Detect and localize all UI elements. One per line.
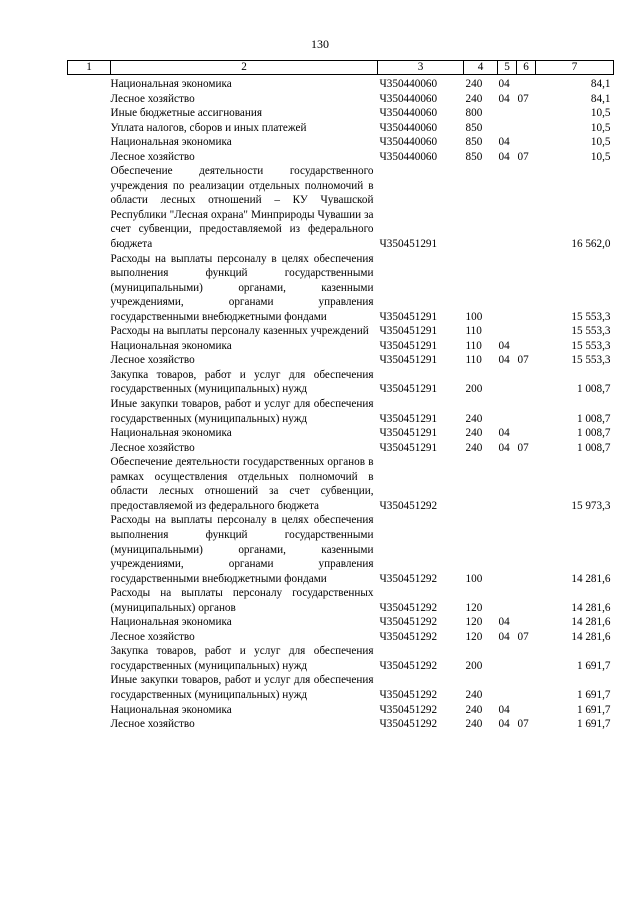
expense-group-cell: 120 — [465, 601, 483, 614]
row-number-cell — [68, 92, 111, 107]
target-article-cell: Ч350440060 — [379, 121, 438, 134]
row-number-cell — [68, 586, 111, 615]
expense-group-cell: 120 — [465, 630, 483, 643]
target-article-cell: Ч350451291 — [379, 339, 438, 352]
row-number-cell — [68, 397, 111, 426]
table-row — [68, 644, 614, 673]
subsection-cell — [517, 703, 536, 718]
table-row — [68, 150, 614, 165]
row-name-cell: Лесное хозяйство — [110, 92, 195, 105]
subsection-cell — [517, 135, 536, 150]
table-row — [68, 92, 614, 107]
table-row — [68, 513, 614, 586]
amount-cell: 15 553,3 — [571, 325, 611, 338]
amount-cell: 1 008,7 — [576, 427, 611, 440]
subsection-cell: 07 — [517, 441, 529, 454]
header-col-1: 1 — [68, 61, 111, 75]
table-row — [68, 455, 614, 513]
row-number-cell — [68, 717, 111, 732]
section-cell: 04 — [498, 150, 510, 163]
amount-cell: 1 691,7 — [576, 688, 611, 701]
row-name-cell: Закупка товаров, работ и услуг для обеспечения государственных (муниципальных) нужд — [110, 368, 374, 396]
table-row — [68, 121, 614, 136]
section-cell — [498, 673, 517, 702]
subsection-cell — [517, 324, 536, 339]
row-name-cell: Лесное хозяйство — [110, 718, 195, 731]
target-article-cell: Ч350451291 — [379, 441, 438, 454]
row-name-cell: Национальная экономика — [110, 339, 232, 352]
row-name-cell: Национальная экономика — [110, 78, 232, 90]
target-article-cell: Ч350451292 — [379, 499, 438, 512]
expense-group-cell: 800 — [465, 107, 483, 120]
amount-cell: 1 691,7 — [576, 659, 611, 672]
expense-group-cell — [464, 455, 498, 513]
amount-cell: 10,5 — [590, 150, 611, 163]
target-article-cell: Ч350440060 — [379, 78, 438, 90]
row-number-cell — [68, 455, 111, 513]
target-article-cell: Ч350451291 — [379, 310, 438, 323]
amount-cell: 10,5 — [590, 107, 611, 120]
table-row — [68, 368, 614, 397]
table-row — [68, 339, 614, 354]
table-row — [68, 324, 614, 339]
table-row — [68, 426, 614, 441]
table-row — [68, 252, 614, 325]
row-name-cell: Иные бюджетные ассигнования — [110, 107, 262, 120]
subsection-cell — [517, 644, 536, 673]
row-number-cell — [68, 324, 111, 339]
row-number-cell — [68, 353, 111, 368]
target-article-cell: Ч350440060 — [379, 92, 438, 105]
target-article-cell: Ч350451292 — [379, 572, 438, 585]
section-cell: 04 — [498, 441, 510, 454]
table-row — [68, 135, 614, 150]
header-col-6: 6 — [517, 61, 536, 75]
row-number-cell — [68, 164, 111, 251]
page-number: 130 — [311, 37, 329, 51]
expense-group-cell: 100 — [465, 310, 483, 323]
row-name-cell: Национальная экономика — [110, 136, 232, 149]
header-row — [68, 61, 614, 75]
section-cell — [498, 252, 517, 325]
row-name-cell: Расходы на выплаты персоналу казенных учреждений — [110, 325, 369, 338]
subsection-cell — [517, 75, 536, 92]
amount-cell: 15 553,3 — [571, 339, 611, 352]
header-col-3: 3 — [378, 61, 464, 75]
section-cell — [498, 586, 517, 615]
target-article-cell: Ч350451291 — [379, 325, 438, 338]
expense-group-cell: 240 — [465, 688, 483, 701]
row-number-cell — [68, 644, 111, 673]
target-article-cell: Ч350451291 — [379, 427, 438, 440]
budget-table — [67, 60, 614, 732]
target-article-cell: Ч350451292 — [379, 616, 438, 629]
subsection-cell — [517, 252, 536, 325]
subsection-cell — [517, 368, 536, 397]
section-cell — [498, 397, 517, 426]
table-row — [68, 353, 614, 368]
section-cell: 04 — [498, 630, 510, 643]
amount-cell: 14 281,6 — [571, 572, 611, 585]
row-name-cell: Уплата налогов, сборов и иных платежей — [110, 121, 307, 134]
row-name-cell: Закупка товаров, работ и услуг для обеспечения государственных (муниципальных) нужд — [110, 645, 374, 672]
amount-cell: 16 562,0 — [571, 238, 611, 251]
section-cell: 04 — [498, 78, 510, 90]
row-number-cell — [68, 426, 111, 441]
subsection-cell: 07 — [517, 92, 529, 105]
row-name-cell: Обеспечение деятельности государственных органов в рамках осуществления отдельных полномочий в области лесных отношений за счет субвенции, предоставляемой из федерального бюджета — [110, 456, 374, 512]
row-number-cell — [68, 252, 111, 325]
table-row — [68, 703, 614, 718]
table-row — [68, 586, 614, 615]
target-article-cell: Ч350451291 — [379, 238, 438, 251]
expense-group-cell: 240 — [465, 427, 483, 440]
subsection-cell: 07 — [517, 630, 529, 643]
expense-group-cell: 240 — [465, 441, 483, 454]
row-name-cell: Национальная экономика — [110, 427, 232, 440]
amount-cell: 84,1 — [590, 92, 611, 105]
amount-cell: 14 281,6 — [571, 601, 611, 614]
row-number-cell — [68, 368, 111, 397]
row-number-cell — [68, 673, 111, 702]
row-number-cell — [68, 106, 111, 121]
amount-cell: 10,5 — [590, 136, 611, 149]
header-col-7: 7 — [536, 61, 614, 75]
expense-group-cell: 200 — [465, 383, 483, 396]
section-cell — [498, 644, 517, 673]
expense-group-cell: 100 — [465, 572, 483, 585]
row-number-cell — [68, 703, 111, 718]
section-cell: 04 — [498, 616, 510, 629]
section-cell: 04 — [498, 718, 510, 731]
target-article-cell: Ч350451291 — [379, 412, 438, 425]
section-cell — [498, 455, 517, 513]
subsection-cell — [517, 455, 536, 513]
expense-group-cell: 850 — [465, 150, 483, 163]
table-row — [68, 673, 614, 702]
table-row — [68, 717, 614, 732]
row-name-cell: Лесное хозяйство — [110, 630, 195, 643]
row-name-cell: Лесное хозяйство — [110, 354, 195, 367]
subsection-cell: 07 — [517, 354, 529, 367]
subsection-cell — [517, 673, 536, 702]
row-name-cell: Национальная экономика — [110, 703, 232, 716]
subsection-cell: 07 — [517, 718, 529, 731]
row-name-cell: Расходы на выплаты персоналу государственных (муниципальных) органов — [110, 587, 374, 614]
subsection-cell — [517, 426, 536, 441]
section-cell: 04 — [498, 136, 510, 149]
target-article-cell: Ч350451291 — [379, 383, 438, 396]
subsection-cell — [517, 339, 536, 354]
table-row — [68, 441, 614, 456]
amount-cell: 84,1 — [590, 78, 611, 90]
subsection-cell: 07 — [517, 150, 529, 163]
expense-group-cell: 110 — [465, 339, 482, 352]
subsection-cell — [517, 397, 536, 426]
table-row — [68, 106, 614, 121]
amount-cell: 10,5 — [590, 121, 611, 134]
expense-group-cell: 200 — [465, 659, 483, 672]
row-number-cell — [68, 150, 111, 165]
row-number-cell — [68, 339, 111, 354]
amount-cell: 15 553,3 — [571, 354, 611, 367]
target-article-cell: Ч350451292 — [379, 703, 438, 716]
target-article-cell: Ч350451291 — [379, 354, 438, 367]
expense-group-cell: 850 — [465, 121, 483, 134]
row-name-cell: Лесное хозяйство — [110, 441, 195, 454]
row-number-cell — [68, 441, 111, 456]
section-cell — [498, 513, 517, 586]
target-article-cell: Ч350451292 — [379, 688, 438, 701]
table-body — [68, 75, 614, 732]
subsection-cell — [517, 164, 536, 251]
section-cell — [498, 121, 517, 136]
section-cell: 04 — [498, 354, 510, 367]
table-row — [68, 397, 614, 426]
row-number-cell — [68, 513, 111, 586]
amount-cell: 15 973,3 — [571, 499, 611, 512]
amount-cell: 1 008,7 — [576, 412, 611, 425]
subsection-cell — [517, 513, 536, 586]
section-cell — [498, 106, 517, 121]
header-col-5: 5 — [498, 61, 517, 75]
row-number-cell — [68, 630, 111, 645]
expense-group-cell: 850 — [465, 136, 483, 149]
expense-group-cell: 240 — [465, 412, 483, 425]
expense-group-cell — [464, 164, 498, 251]
row-name-cell: Иные закупки товаров, работ и услуг для обеспечения государственных (муниципальных) нужд — [110, 398, 374, 425]
section-cell: 04 — [498, 339, 510, 352]
expense-group-cell: 240 — [465, 703, 483, 716]
amount-cell: 14 281,6 — [571, 616, 611, 629]
amount-cell: 1 691,7 — [576, 718, 611, 731]
header-col-4: 4 — [464, 61, 498, 75]
target-article-cell: Ч350451292 — [379, 659, 438, 672]
target-article-cell: Ч350451292 — [379, 630, 438, 643]
row-number-cell — [68, 135, 111, 150]
target-article-cell: Ч350440060 — [379, 136, 438, 149]
amount-cell: 1 008,7 — [576, 383, 611, 396]
row-number-cell — [68, 121, 111, 136]
row-name-cell: Обеспечение деятельности государственного учреждения по реализации отдельных полномочий в области лесных отношений – КУ Чувашской Республики "Лесная охрана" Минприроды Чувашии за счет субвенции, предоставляемой из федерального бюджета — [110, 165, 374, 251]
subsection-cell — [517, 615, 536, 630]
section-cell: 04 — [498, 92, 510, 105]
row-name-cell: Национальная экономика — [110, 616, 232, 629]
expense-group-cell: 110 — [465, 354, 482, 367]
row-number-cell — [68, 75, 111, 92]
table-header — [68, 61, 614, 75]
target-article-cell: Ч350440060 — [379, 150, 438, 163]
section-cell: 04 — [498, 703, 510, 716]
table-row — [68, 615, 614, 630]
row-name-cell: Расходы на выплаты персоналу в целях обеспечения выполнения функций государственными (муниципальными) органами, казенными учреждениями, органами управления государственными внебюджетными фондами — [110, 514, 374, 585]
expense-group-cell: 240 — [465, 78, 483, 90]
subsection-cell — [517, 586, 536, 615]
table-row — [68, 164, 614, 251]
expense-group-cell: 240 — [465, 718, 483, 731]
expense-group-cell: 120 — [465, 616, 483, 629]
table-row — [68, 630, 614, 645]
amount-cell: 15 553,3 — [571, 310, 611, 323]
header-col-2: 2 — [111, 61, 378, 75]
amount-cell: 14 281,6 — [571, 630, 611, 643]
target-article-cell: Ч350451292 — [379, 718, 438, 731]
row-name-cell: Иные закупки товаров, работ и услуг для обеспечения государственных (муниципальных) нужд — [110, 674, 374, 701]
subsection-cell — [517, 106, 536, 121]
section-cell — [498, 164, 517, 251]
subsection-cell — [517, 121, 536, 136]
table-row — [68, 75, 614, 92]
amount-cell: 1 691,7 — [576, 703, 611, 716]
expense-group-cell: 240 — [465, 92, 483, 105]
row-number-cell — [68, 615, 111, 630]
row-name-cell: Лесное хозяйство — [110, 150, 195, 163]
expense-group-cell: 110 — [465, 325, 482, 338]
section-cell — [498, 324, 517, 339]
target-article-cell: Ч350451292 — [379, 601, 438, 614]
section-cell: 04 — [498, 427, 510, 440]
row-name-cell: Расходы на выплаты персоналу в целях обеспечения выполнения функций государственными (муниципальными) органами, казенными учреждениями, органами управления государственными внебюджетными фондами — [110, 252, 374, 323]
section-cell — [498, 368, 517, 397]
target-article-cell: Ч350440060 — [379, 107, 438, 120]
amount-cell: 1 008,7 — [576, 441, 611, 454]
